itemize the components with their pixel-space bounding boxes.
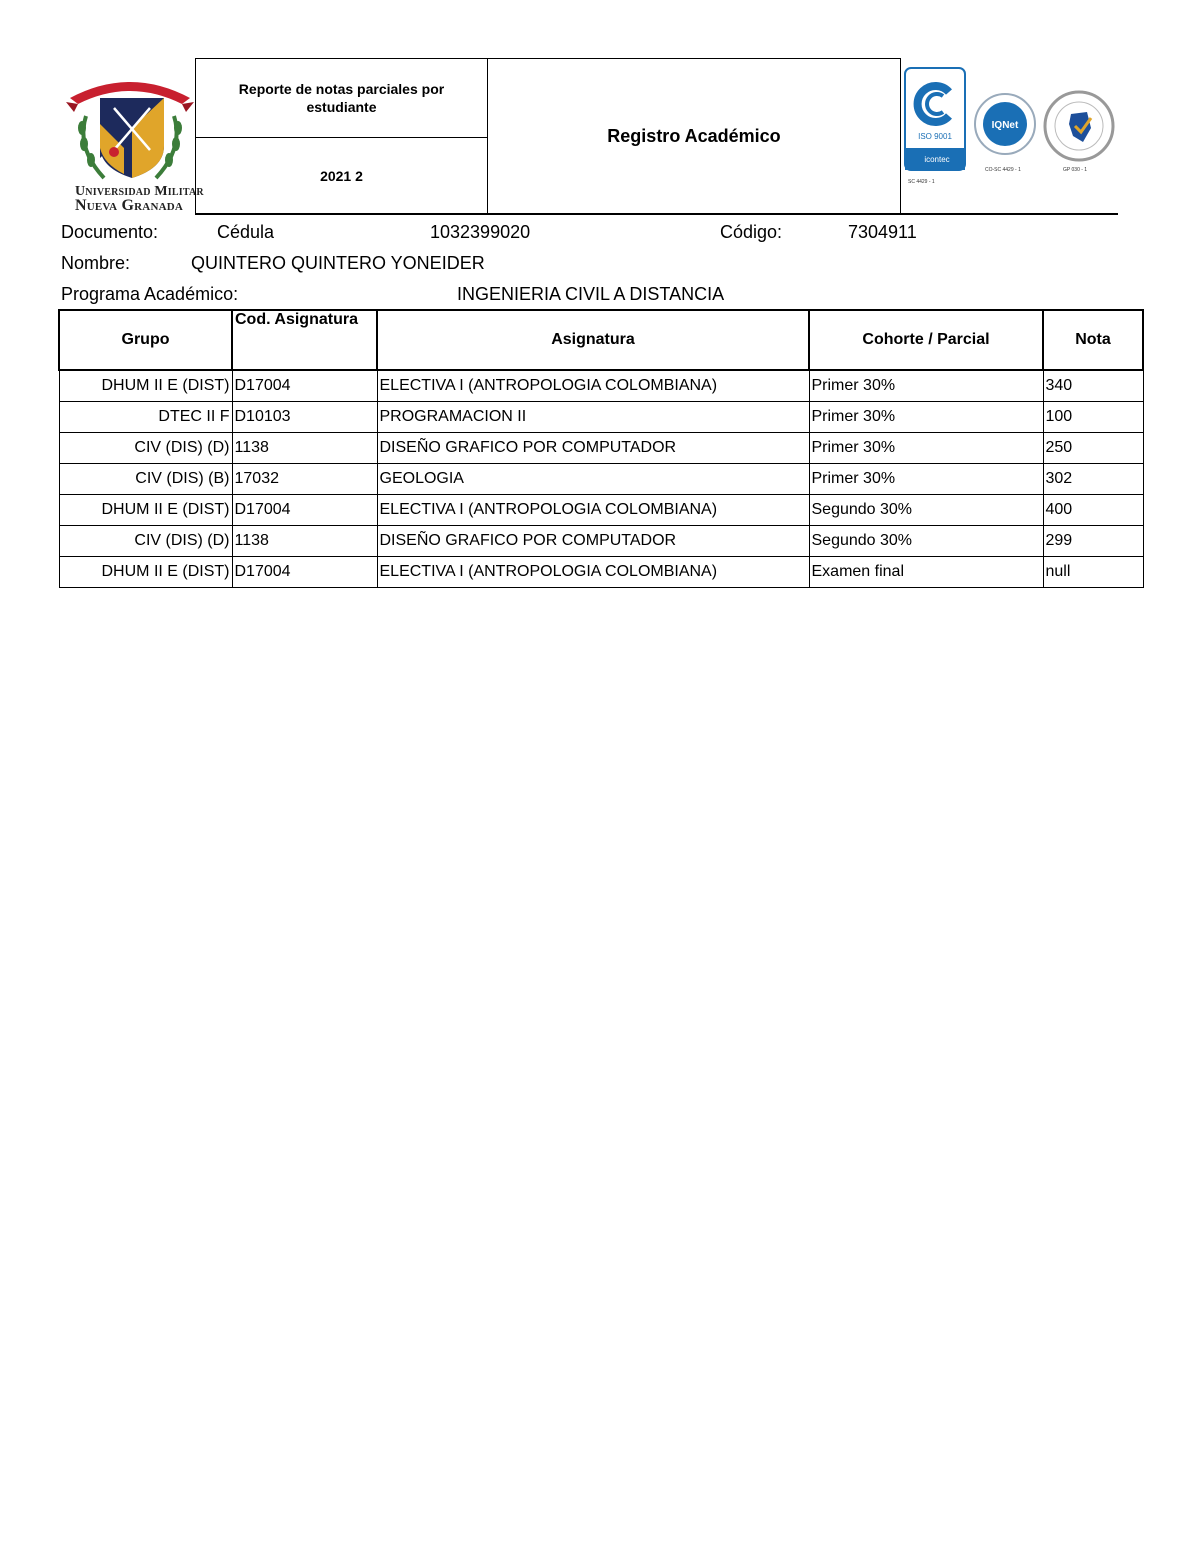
cell-grupo: CIV (DIS) (B)	[59, 464, 232, 495]
table-row	[59, 370, 1143, 402]
header-cod-asignatura: Cod. Asignatura	[232, 310, 377, 370]
cell-asignatura: DISEÑO GRAFICO POR COMPUTADOR	[377, 433, 809, 464]
iqnet-code: CO-SC 4429 - 1	[985, 167, 1021, 173]
table-row	[59, 402, 1143, 433]
cell-cohorte: Examen final	[809, 557, 1043, 588]
header-nota: Nota	[1043, 310, 1143, 370]
cell-asignatura: GEOLOGIA	[377, 464, 809, 495]
report-header	[195, 58, 901, 214]
cell-grupo: DHUM II E (DIST)	[59, 370, 232, 402]
icontec-label: icontec	[924, 155, 950, 164]
cell-nota: 302	[1043, 464, 1143, 495]
nombre-label: Nombre:	[61, 253, 131, 273]
cell-grupo: DHUM II E (DIST)	[59, 557, 232, 588]
iso-label: ISO 9001	[918, 132, 952, 141]
cell-grupo: DHUM II E (DIST)	[59, 495, 232, 526]
cell-nota: null	[1043, 557, 1143, 588]
cell-cohorte: Primer 30%	[809, 370, 1043, 402]
documento-numero: 1032399020	[430, 222, 531, 242]
header-cohorte-parcial: Cohorte / Parcial	[809, 310, 1043, 370]
iqnet-label: IQNet	[991, 120, 1019, 131]
report-period: 2021 2	[196, 138, 488, 214]
cell-cohorte: Segundo 30%	[809, 526, 1043, 557]
university-crest-icon	[64, 68, 196, 188]
codigo-value: 7304911	[848, 222, 917, 242]
certification-logos	[903, 66, 1118, 186]
grades-header-row	[59, 310, 1143, 370]
nombre-value: QUINTERO QUINTERO YONEIDER	[191, 253, 485, 273]
university-name-line1: Universidad Militar	[75, 184, 204, 199]
cell-grupo: CIV (DIS) (D)	[59, 526, 232, 557]
office-title: Registro Académico	[607, 126, 781, 146]
cell-cohorte: Primer 30%	[809, 464, 1043, 495]
header-asignatura: Asignatura	[377, 310, 809, 370]
header-grupo: Grupo	[59, 310, 232, 370]
cell-nota: 400	[1043, 495, 1143, 526]
table-row	[59, 433, 1143, 464]
table-row	[59, 464, 1143, 495]
cell-asignatura: ELECTIVA I (ANTROPOLOGIA COLOMBIANA)	[377, 557, 809, 588]
cell-nota: 250	[1043, 433, 1143, 464]
cell-grupo: DTEC II F	[59, 402, 232, 433]
cell-asignatura: PROGRAMACION II	[377, 402, 809, 433]
cell-cohorte: Primer 30%	[809, 433, 1043, 464]
programa-value: INGENIERIA CIVIL A DISTANCIA	[457, 284, 725, 304]
cell-asignatura: ELECTIVA I (ANTROPOLOGIA COLOMBIANA)	[377, 370, 809, 402]
cell-nota: 340	[1043, 370, 1143, 402]
iso-code: SC 4429 - 1	[908, 179, 935, 185]
programa-label: Programa Académico:	[61, 284, 239, 304]
report-title: Reporte de notas parciales por estudiante	[196, 59, 488, 138]
header-divider	[195, 213, 1118, 215]
cell-cod-asignatura: 17032	[232, 464, 377, 495]
cell-cohorte: Segundo 30%	[809, 495, 1043, 526]
cell-asignatura: ELECTIVA I (ANTROPOLOGIA COLOMBIANA)	[377, 495, 809, 526]
cell-cod-asignatura: 1138	[232, 526, 377, 557]
cell-cod-asignatura: D17004	[232, 495, 377, 526]
cell-cod-asignatura: 1138	[232, 433, 377, 464]
cell-nota: 299	[1043, 526, 1143, 557]
cell-grupo: CIV (DIS) (D)	[59, 433, 232, 464]
cell-nota: 100	[1043, 402, 1143, 433]
codigo-label: Código:	[720, 222, 783, 242]
table-row	[59, 495, 1143, 526]
cell-cohorte: Primer 30%	[809, 402, 1043, 433]
cell-cod-asignatura: D17004	[232, 557, 377, 588]
cell-cod-asignatura: D17004	[232, 370, 377, 402]
grades-table	[58, 309, 1144, 588]
table-row	[59, 526, 1143, 557]
cell-asignatura: DISEÑO GRAFICO POR COMPUTADOR	[377, 526, 809, 557]
table-row	[59, 557, 1143, 588]
documento-label: Documento:	[61, 222, 159, 242]
documento-tipo: Cédula	[217, 222, 275, 242]
university-name	[75, 185, 204, 213]
cell-cod-asignatura: D10103	[232, 402, 377, 433]
university-name-line2: Nueva Granada	[75, 197, 184, 214]
gp-code: GP 030 - 1	[1063, 167, 1088, 173]
